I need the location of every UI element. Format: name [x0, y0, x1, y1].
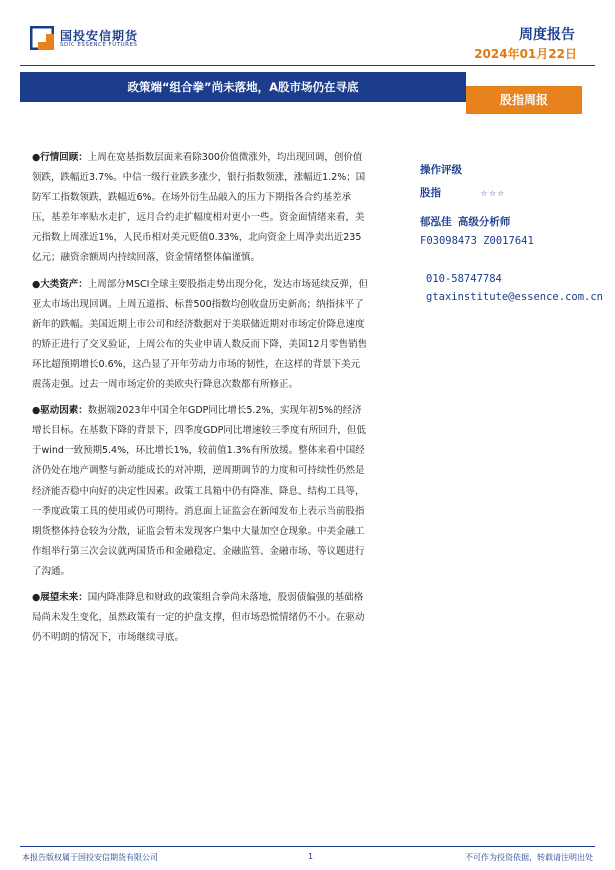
analyst-license: F03098473 Z0017641: [420, 235, 534, 247]
paragraph-text: 国内降准降息和财政的政策组合拳尚未落地，股弱债偏强的基础格局尚未发生变化，虽然政策有一定的护盘支撑，但市场恐慌情绪仍不小。在驱动仍不明朗的情况下，市场继续寻底。: [32, 591, 365, 644]
rating-label: 股指: [420, 187, 441, 199]
paragraph-label: ●驱动因素：: [32, 405, 88, 417]
logo-mark-icon: [30, 26, 54, 50]
rating-stars-icon: ☆☆☆: [481, 187, 506, 199]
report-title-banner: 政策端“组合拳”尚未落地，A股市场仍在寻底: [20, 72, 466, 102]
company-logo: [30, 26, 190, 56]
logo-text-cn: 国投安信期货: [60, 29, 139, 43]
footer-divider: [20, 846, 595, 847]
header-divider: [20, 65, 595, 66]
paragraph-drivers: [32, 401, 368, 582]
paragraph-outlook: [32, 588, 368, 648]
paragraph-text: 上周在宽基指数层面来看除300价值微涨外，均出现回调，创价值领跌，跌幅近3.7%。中信一级行业跌多涨少，银行指数领涨，涨幅近1.2%；国防军工指数领跌，跌幅近6%。在场外衍生品敲入的压力下期指各合约基差承压，基差年率贴水走扩，远月合约走扩幅度相对更小一些。资金面情绪来看，美元指数上周涨近1%，人民币相对美元贬值0.33%，北向资金上周净卖出近235亿元；融资余额周内持续回落，资金情绪整体偏谨慎。: [32, 152, 366, 264]
sidebar-info: [420, 162, 610, 303]
footer-copyright: 本报告版权属于国投安信期货有限公司: [22, 853, 158, 862]
report-type: 周度报告: [519, 27, 575, 43]
rating-title: 操作评级: [420, 164, 462, 176]
logo-text-en: SDIC ESSENCE FUTURES: [60, 42, 138, 48]
contact-email[interactable]: gtaxinstitute@essence.com.cn: [426, 291, 604, 303]
footer-disclaimer: 不可作为投资依据，转载请注明出处: [465, 853, 593, 862]
paragraph-asset-classes: [32, 275, 368, 396]
analyst-name: 郁泓佳 高级分析师: [420, 216, 511, 228]
contact-phone: 010-58747784: [426, 273, 502, 285]
report-category-tag: 股指周报: [466, 86, 582, 114]
page-number: 1: [308, 852, 314, 861]
paragraph-label: ●大类资产：: [32, 278, 88, 290]
paragraph-text: 数据端2023年中国全年GDP同比增长5.2%，实现年初5%的经济增长目标。在基数下降的背景下，四季度GDP同比增速较三季度有所回升，但低于wind一致预期5.4%，环比增长1%，较前值1.3%有所放缓。整体来看中国经济仍处在地产调整与新动能成长的对冲期，逆周期调节的力度和可持续性仍然是经济能否稳中向好的决定性因素。政策工具箱中仍有降准、降息、结构工具等，一季度政策工具的使用或仍可期待。消息面上证监会在新闻发布上表示当前股指期货整体持仓较为分散，证监会暂未发现客户集中大量加空仓现象。中美金融工作组举行第三次会议就两国货币和金融稳定、金融监管、金融市场、等议题进行了沟通。: [32, 405, 366, 577]
paragraph-text: 上周部分MSCI全球主要股指走势出现分化，发达市场延续反弹，但亚太市场出现回调。上周五道指、标普500指数均创收盘历史新高；纳指抹平了新年的跌幅。美国近期上市公司和经济数据对于美联储近期对市场定价降息速度的矫正进行了交叉验证，上周公布的失业申请人数反而下降，美国12月零售销售环比超预期增长0.6%，这凸显了开年劳动力市场的韧性，在这样的背景下美元震荡走强。过去一周市场定价的美欧央行降息次数都有所修正。: [32, 278, 368, 391]
rating-row: [420, 185, 610, 200]
paragraph-label: ●展望未来：: [32, 591, 88, 603]
report-date: 2024年01月22日: [474, 47, 577, 61]
paragraph-market-review: [32, 148, 368, 269]
paragraph-label: ●行情回顾：: [32, 152, 88, 163]
report-body: [32, 148, 368, 654]
